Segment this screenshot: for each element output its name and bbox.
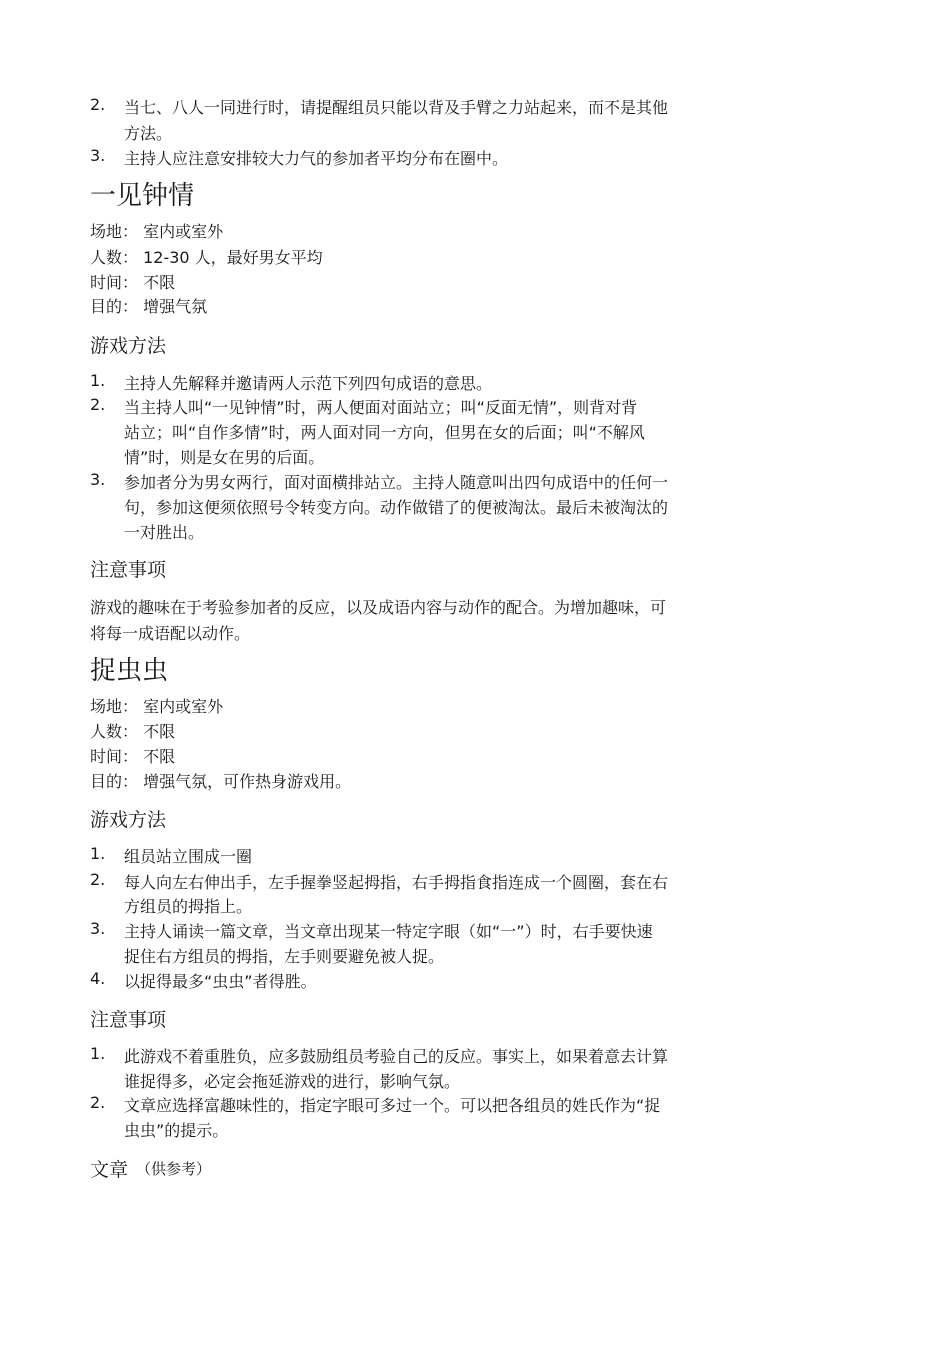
meta-purpose: 目的： 增强气氛，可作热身游戏用。: [90, 772, 352, 791]
meta-people: 人数： 不限: [90, 722, 176, 741]
section-title: 捉虫虫: [90, 656, 169, 686]
list-item-line: 谁捉得多，必定会拖延游戏的进行，影响气氛。: [124, 1072, 461, 1091]
list-item-line: 句，参加这便须依照号令转变方向。动作做错了的便被淘汰。最后未被淘汰的: [124, 498, 669, 517]
list-item-line: 当主持人叫“一见钟情”时，两人便面对面站立；叫“反面无情”，则背对背: [124, 398, 638, 417]
list-item-line: 主持人应注意安排较大力气的参加者平均分布在圈中。: [124, 149, 509, 168]
list-number: 3.: [90, 146, 106, 165]
list-item-line: 组员站立围成一圈: [124, 847, 253, 866]
meta-venue: 场地： 室内或室外: [90, 697, 224, 716]
list-item-line: 当七、八人一同进行时，请提醒组员只能以背及手臂之力站起来，而不是其他: [124, 98, 669, 117]
list-item-line: 主持人先解释并邀请两人示范下列四句成语的意思。: [124, 374, 493, 393]
list-item-line: 主持人诵读一篇文章，当文章出现某一特定字眼（如“一”）时，右手要快速: [124, 922, 653, 941]
list-item-line: 一对胜出。: [124, 523, 205, 542]
meta-time: 时间： 不限: [90, 273, 176, 292]
list-item-line: 文章应选择富趣味性的，指定字眼可多过一个。可以把各组员的姓氏作为“捉: [124, 1096, 661, 1115]
article-heading: 文章: [90, 1159, 129, 1181]
list-number: 2.: [90, 395, 106, 414]
subsection-heading: 注意事项: [90, 559, 167, 581]
list-item-line: 此游戏不着重胜负，应多鼓励组员考验自己的反应。事实上，如果着意去计算: [124, 1047, 669, 1066]
meta-time: 时间： 不限: [90, 747, 176, 766]
subsection-heading: 游戏方法: [90, 809, 167, 831]
list-item-line: 情”时，则是女在男的后面。: [124, 448, 325, 467]
list-number: 1.: [90, 1044, 106, 1063]
list-item-line: 方法。: [124, 124, 173, 143]
subsection-heading: 注意事项: [90, 1009, 167, 1031]
list-item-line: 方组员的拇指上。: [124, 897, 253, 916]
list-number: 2.: [90, 95, 106, 114]
list-item-line: 站立；叫“自作多情”时，两人面对同一方向，但男在女的后面；叫“不解风: [124, 423, 645, 442]
paragraph-line: 将每一成语配以动作。: [90, 624, 251, 643]
paragraph-line: 游戏的趣味在于考验参加者的反应，以及成语内容与动作的配合。为增加趣味，可: [90, 598, 667, 617]
list-item-line: 每人向左右伸出手，左手握拳竖起拇指，右手拇指食指连成一个圆圈，套在右: [124, 873, 669, 892]
article-subheading: （供参考）: [136, 1160, 212, 1178]
list-item-line: 虫虫”的提示。: [124, 1121, 229, 1140]
list-item-line: 以捉得最多“虫虫”者得胜。: [124, 972, 317, 991]
list-number: 2.: [90, 1093, 106, 1112]
list-number: 4.: [90, 969, 106, 988]
list-number: 1.: [90, 844, 106, 863]
list-item-line: 捉住右方组员的拇指，左手则要避免被人捉。: [124, 947, 445, 966]
list-item-line: 参加者分为男女两行，面对面横排站立。主持人随意叫出四句成语中的任何一: [124, 473, 669, 492]
list-number: 1.: [90, 371, 106, 390]
list-number: 2.: [90, 870, 106, 889]
section-title: 一见钟情: [90, 181, 195, 211]
list-number: 3.: [90, 470, 106, 489]
meta-people: 人数： 12-30 人，最好男女平均: [90, 248, 323, 267]
list-number: 3.: [90, 919, 106, 938]
meta-venue: 场地： 室内或室外: [90, 222, 224, 241]
subsection-heading: 游戏方法: [90, 335, 167, 357]
meta-purpose: 目的： 增强气氛: [90, 297, 208, 316]
